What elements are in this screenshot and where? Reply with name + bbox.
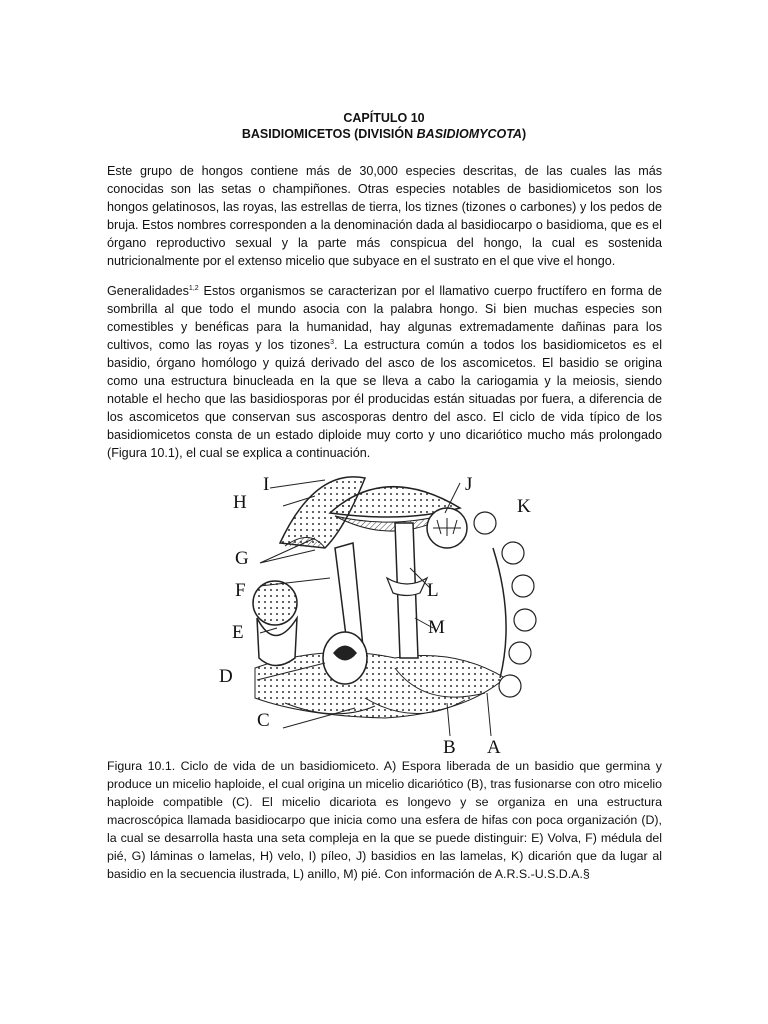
generalidades-sup-b: 3 (330, 338, 334, 346)
figure-label-i: I (263, 474, 270, 495)
generalidades-paragraph (107, 282, 662, 462)
figure-label-d: D (219, 666, 233, 687)
spore-stage-4 (514, 609, 536, 631)
generalidades-lead-sup: 1,2 (188, 284, 199, 292)
figure-caption: Figura 10.1. Ciclo de vida de un basidiomiceto. A) Espora liberada de un basidio que germina y produce un micelio haploide, el cual origina un micelio dicariótico (B), tras fusionarse con otro micelio haploide compatible (C). El micelio dicariota es longevo y se organiza en una estructura macroscópica llamada basidiocarpo que inicia como una esfera de hifas con poca organización (D), la cual se desarrolla hasta una seta compleja en la que se puede distinguir: E) Volva, F) médula del pié, G) láminas o lamelas, H) velo, I) píleo, J) basidios en las lamelas, K) dicarión que da lugar al basidio en la secuencia ilustrada, L) anillo, M) pié. Con información de A.R.S.-U.S.D.A.§ (107, 759, 662, 881)
figure-label-a: A (487, 737, 501, 758)
spore-stage-1 (474, 512, 496, 534)
intro-paragraph: Este grupo de hongos contiene más de 30,000 especies descritas, de las cuales las más conocidas son las setas o champiñones. Otras especies notables de basidiomicetos son los hongos gelatinosos, las royas, las estrellas de tierra, los tiznes (tizones o carbones) y los pedos de bruja. Estos nombres corresponden a la denominación dada al basidiocarpo o basidioma, que es el órgano reproductivo sexual y la parte más conspicua del hongo, la cual es sostenida nutricionalmente por el extenso micelio que subyace en el sustrato en el que vive el hongo. (107, 164, 662, 268)
life-cycle-illustration (215, 468, 545, 758)
figure-label-e: E (232, 622, 244, 643)
generalidades-text-a: Estos organismos se caracterizan por el llamativo cuerpo fructífero en forma de sombrilla al que todo el mundo asocia con la palabra hongo. Si bien muchas especies son comestibles y benéficas para la humanidad, hay algunas extremadamente dañinas para los cultivos, como las royas y los tizones (107, 284, 662, 352)
cycle-arrow (493, 548, 506, 678)
generalidades-text-b: . La estructura común a todos los basidiomicetos es el basidio, órgano homólogo y quizá derivado del asco de los ascomicetos. El basidio se origina como una estructura binucleada en la que se lleva a cabo la cariogamia y la meiosis, siendo notable el hecho que las basidiosporas por él producidas están situadas por fuera, a diferencia de los ascomicetos que conservan sus ascosporas dentro del asco. El ciclo de vida típico de los basidiomicetos consta de un estado diploide muy corto y uno dicariótico mucho más prolongado (Figura 10.1), el cual se explica a continuación. (107, 338, 662, 460)
figure-label-h: H (233, 492, 247, 513)
figure-label-g: G (235, 548, 249, 569)
figure-label-j: J (465, 474, 473, 495)
generalidades-lead: Generalidades (107, 284, 189, 298)
spore-stage-6 (499, 675, 521, 697)
figure-label-m: M (428, 617, 445, 638)
figure-label-c: C (257, 710, 270, 731)
life-cycle-figure (215, 468, 545, 758)
figure-label-b: B (443, 737, 456, 758)
spore-stage-3 (512, 575, 534, 597)
chapter-title (0, 126, 768, 143)
chapter-number: CAPÍTULO 10 (343, 111, 425, 125)
figure-label-f: F (235, 580, 246, 601)
chapter-title-suffix: ) (521, 127, 527, 141)
spore-stage-2 (502, 542, 524, 564)
chapter-title-prefix: BASIDIOMICETOS (DIVISIÓN (241, 127, 417, 141)
figure-label-k: K (517, 496, 531, 517)
chapter-title-italic: BASIDIOMYCOTA (416, 127, 522, 141)
young-basidiocarp-cap (253, 581, 297, 625)
soil-substrate (255, 652, 505, 718)
spore-stage-5 (509, 642, 531, 664)
figure-label-l: L (427, 580, 439, 601)
